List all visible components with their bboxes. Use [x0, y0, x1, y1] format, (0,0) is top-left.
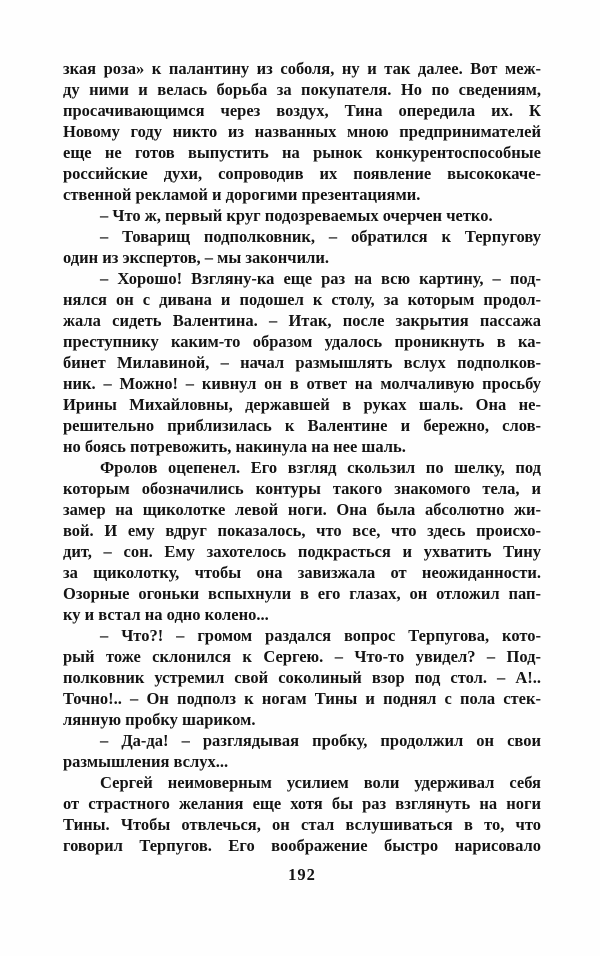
text-line: но боясь потревожить, накинула на нее шаль.: [63, 437, 406, 456]
text-line: – Что?! – громом раздался вопрос Терпугова, кото-: [100, 626, 541, 645]
text-line: – Товарищ подполковник, – обратился к Терпугову: [100, 227, 541, 246]
text-line: зкая роза» к палантину из соболя, ну и так далее. Вот меж-: [63, 59, 541, 78]
text-line: Точно!.. – Он подполз к ногам Тины и поднял с пола стек-: [63, 689, 541, 708]
text-line: Ирины Михайловны, державшей в руках шаль. Она не-: [63, 395, 541, 414]
text-line: Новому году никто из названных мною предпринимателей: [63, 122, 541, 141]
text-line: просачивающимся через воздух, Тина опередила их. К: [63, 101, 541, 120]
text-line: дит, – сон. Ему захотелось подкрасться и ухватить Тину: [63, 542, 541, 561]
text-line: один из экспертов, – мы закончили.: [63, 248, 329, 267]
text-line: – Что ж, первый круг подозреваемых очерчен четко.: [100, 206, 493, 225]
page-text: [63, 58, 541, 856]
text-line: Фролов оцепенел. Его взгляд скользил по шелку, под: [100, 458, 541, 477]
page-number: 192: [288, 865, 316, 884]
text-line: ку и встал на одно колено...: [63, 605, 269, 624]
text-line: лянную пробку шариком.: [63, 710, 256, 729]
text-line: – Хорошо! Взгляну-ка еще раз на всю картину, – под-: [100, 269, 541, 288]
text-line: решительно приблизилась к Валентине и бережно, слов-: [63, 416, 541, 435]
text-line: российские духи, сопроводив их появление высококаче-: [63, 164, 541, 183]
text-line: Озорные огоньки вспыхнули в его глазах, он отложил пап-: [63, 584, 541, 603]
text-line: преступнику каким-то образом удалось проникнуть в ка-: [63, 332, 541, 351]
text-line: нялся он с дивана и подошел к столу, за которым продол-: [63, 290, 541, 309]
text-line: вой. И ему вдруг показалось, что все, что здесь происхо-: [63, 521, 541, 540]
text-line: ник. – Можно! – кивнул он в ответ на молчаливую просьбу: [63, 374, 541, 393]
text-line: размышления вслух...: [63, 752, 229, 771]
text-line: полковник устремил свой соколиный взор под стол. – А!..: [63, 668, 541, 687]
text-line: за щиколотку, чтобы она завизжала от неожиданности.: [63, 563, 541, 582]
text-line: рый тоже склонился к Сергею. – Что-то увидел? – Под-: [63, 647, 541, 666]
text-line: Тины. Чтобы отвлечься, он стал вслушиваться в то, что: [63, 815, 541, 834]
text-line: замер на щиколотке левой ноги. Она была абсолютно жи-: [63, 500, 541, 519]
text-line: еще не готов выпустить на рынок конкурентоспособные: [63, 143, 541, 162]
text-line: – Да-да! – разглядывая пробку, продолжил он свои: [100, 731, 541, 750]
text-line: бинет Милавиной, – начал размышлять вслух подполков-: [63, 353, 541, 372]
text-line: говорил Терпугов. Его воображение быстро нарисовало: [63, 836, 541, 855]
text-line: которым обозначились контуры такого знакомого тела, и: [63, 479, 541, 498]
text-line: от страстного желания еще хотя бы раз взглянуть на ноги: [63, 794, 541, 813]
text-line: жала сидеть Валентина. – Итак, после закрытия пассажа: [63, 311, 541, 330]
text-line: Сергей неимоверным усилием воли удерживал себя: [100, 773, 541, 792]
text-line: ду ними и велась борьба за покупателя. Но по сведениям,: [63, 80, 541, 99]
text-line: ственной рекламой и дорогими презентациями.: [63, 185, 421, 204]
